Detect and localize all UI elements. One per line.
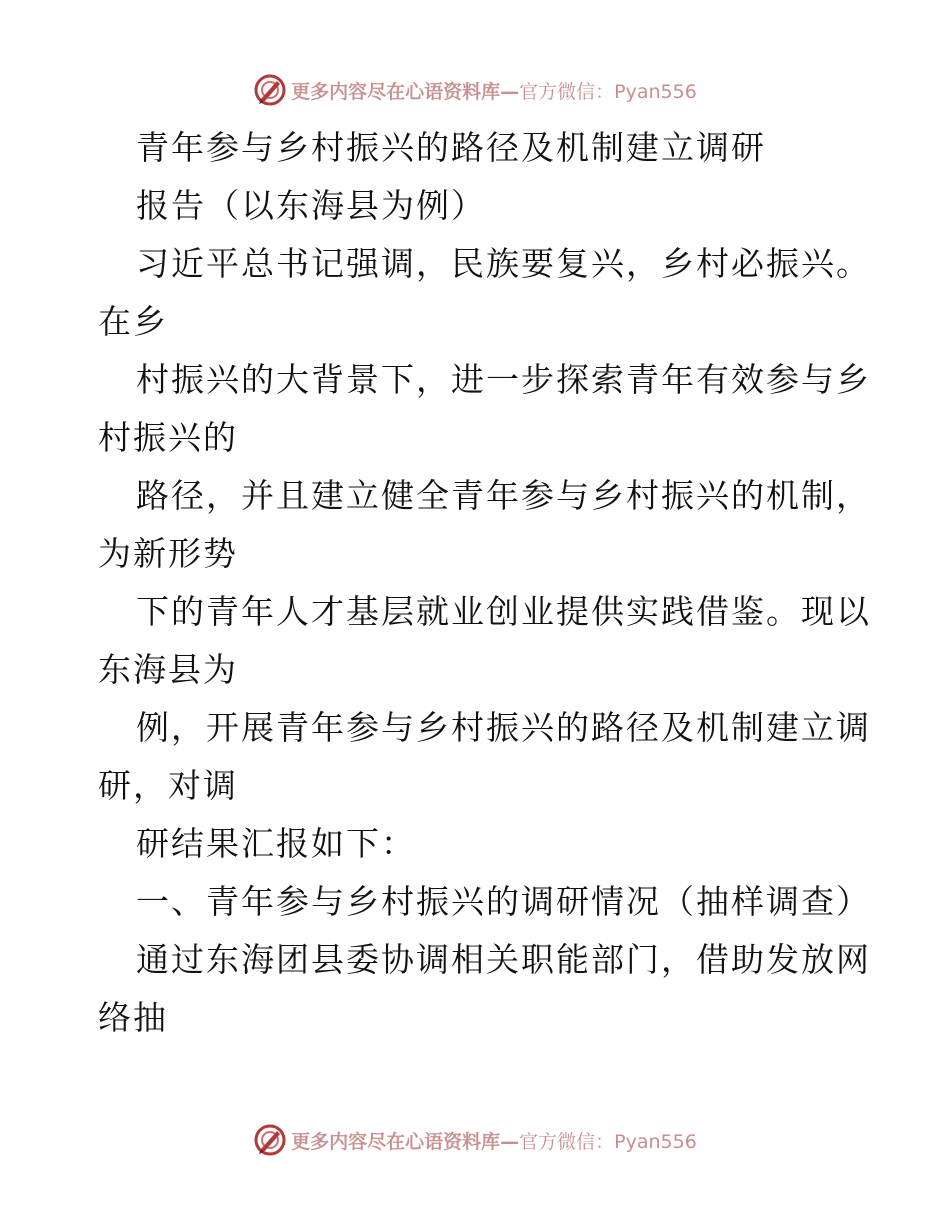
doc-line: 村振兴的 (98, 418, 238, 457)
watermark-site-name: 更多内容尽在心语资料库 (291, 80, 501, 103)
doc-line: 络抽 (98, 998, 168, 1037)
watermark-wechat: 官方微信：Pyan556 (519, 80, 697, 103)
doc-line: 下的青年人才基层就业创业提供实践借鉴。现以 (136, 592, 871, 631)
pen-logo-icon (253, 1123, 287, 1157)
doc-line: 东海县为 (98, 650, 238, 689)
doc-line: 路径，并且建立健全青年参与乡村振兴的机制， (136, 476, 871, 515)
doc-line: 通过东海团县委协调相关职能部门，借助发放网 (136, 940, 871, 979)
pen-logo-icon (253, 73, 287, 107)
doc-line: 在乡 (98, 302, 168, 341)
watermark-dash: — (500, 80, 520, 103)
doc-line: 为新形势 (98, 534, 238, 573)
watermark-site-name: 更多内容尽在心语资料库 (291, 1130, 501, 1153)
doc-line: 村振兴的大背景下，进一步探索青年有效参与乡 (136, 360, 871, 399)
footer-watermark (0, 1120, 950, 1160)
doc-line-section-heading: 一、青年参与乡村振兴的调研情况（抽样调查） (136, 882, 871, 921)
watermark-text (291, 77, 697, 104)
watermark-text (291, 1127, 697, 1154)
watermark-dash: — (500, 1130, 520, 1153)
doc-line: 研结果汇报如下： (136, 824, 416, 863)
doc-line: 习近平总书记强调，民族要复兴，乡村必振兴。 (136, 244, 871, 283)
doc-line-title-1: 青年参与乡村振兴的路径及机制建立调研 (136, 128, 766, 167)
doc-line-title-2: 报告（以东海县为例） (136, 186, 486, 225)
header-watermark (0, 70, 950, 110)
doc-line: 研，对调 (98, 766, 238, 805)
doc-line: 例，开展青年参与乡村振兴的路径及机制建立调 (136, 708, 871, 747)
watermark-wechat: 官方微信：Pyan556 (519, 1130, 697, 1153)
